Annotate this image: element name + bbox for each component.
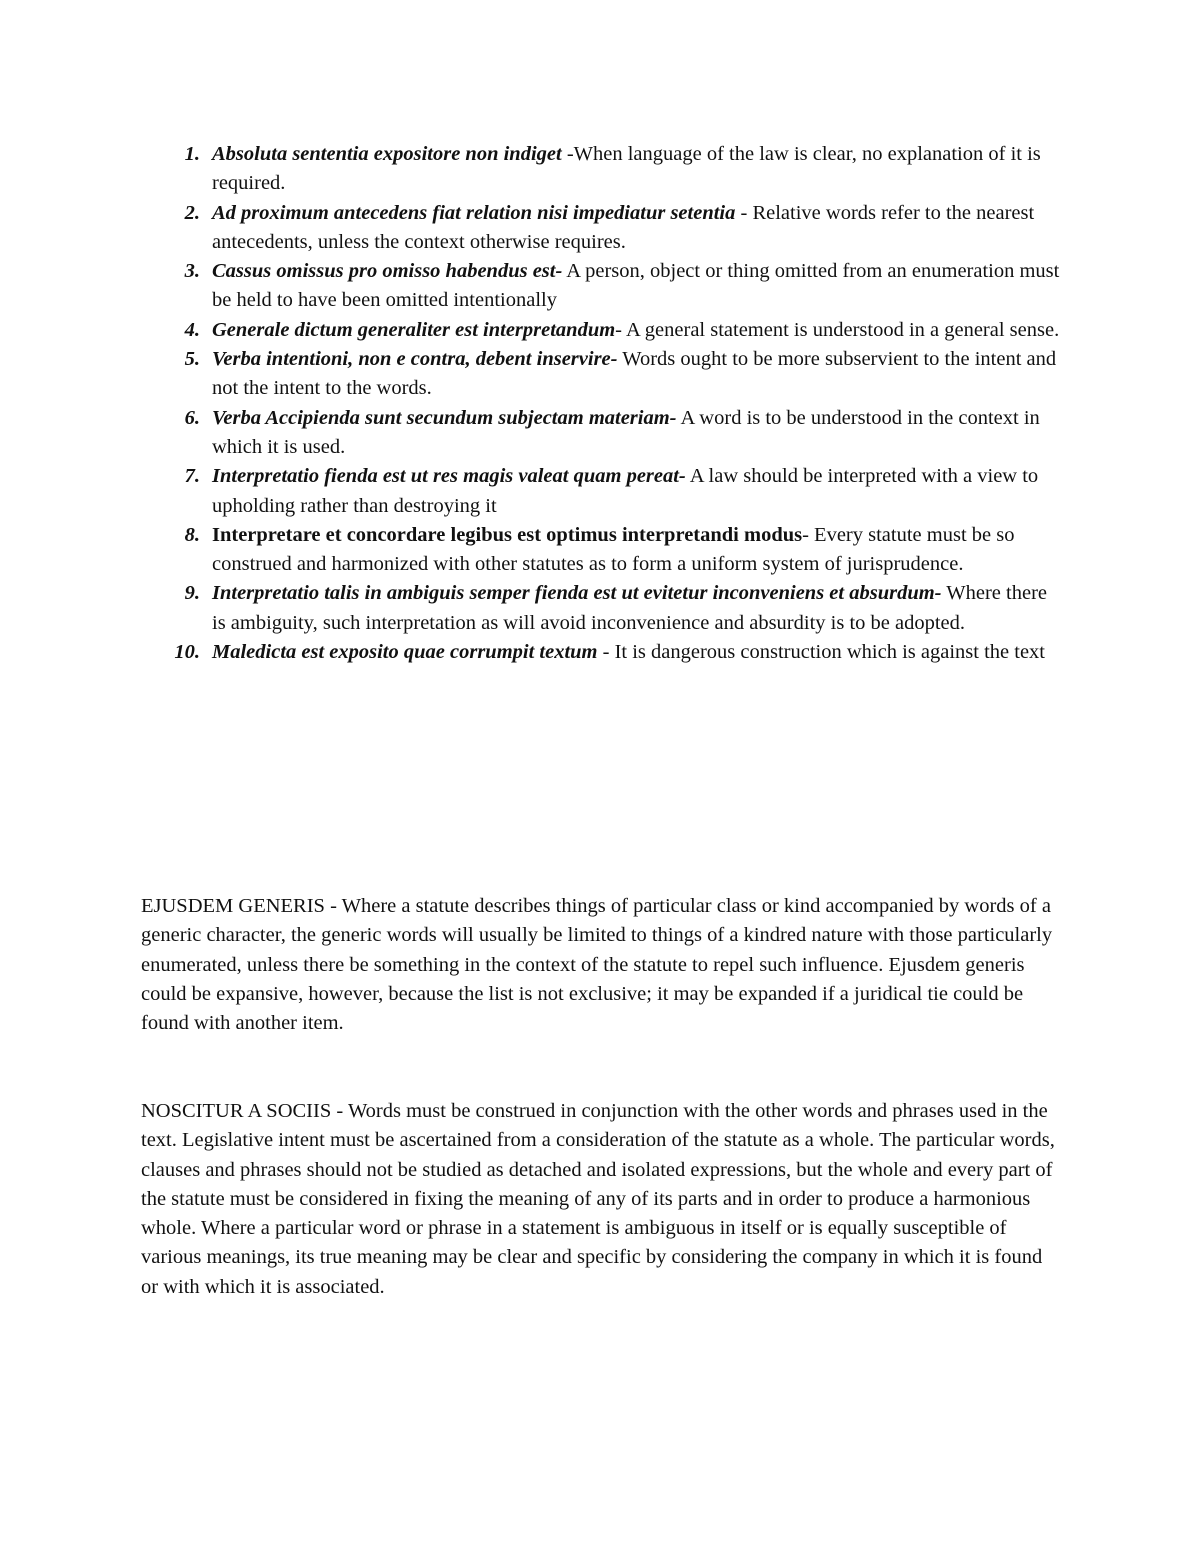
maxim-number: 7.	[184, 465, 200, 488]
maxim-item	[170, 257, 1060, 316]
maxim-definition: -When language of the law is clear, no explanation of it is required.	[212, 143, 1041, 195]
maxim-number: 9.	[184, 582, 200, 605]
maxim-term: Maledicta est exposito quae corrumpit textum	[212, 641, 598, 664]
maxim-item	[170, 140, 1060, 199]
maxim-number: 6.	[184, 406, 200, 429]
maxim-number: 8.	[184, 523, 200, 546]
maxim-term: Interpretatio fienda est ut res magis valeat quam pereat-	[212, 465, 686, 488]
maxim-definition: Where there is ambiguity, such interpretation as will avoid inconvenience and absurdity is to be adopted.	[212, 582, 1047, 634]
maxim-number: 3.	[184, 260, 200, 283]
maxim-term: Generale dictum generaliter est interpretandum	[212, 318, 616, 341]
maxim-item	[170, 404, 1060, 463]
maxim-term: Interpretare et concordare legibus est optimus interpretandi modus	[212, 523, 803, 546]
maxim-definition: - Every statute must be so construed and harmonized with other statutes as to form a uniform system of jurisprudence.	[212, 523, 1015, 576]
maxim-term: Verba Accipienda sunt secundum subjectam materiam-	[212, 406, 677, 429]
maxim-number: 1.	[184, 143, 200, 165]
maxim-definition: - A general statement is understood in a general sense.	[615, 318, 1060, 341]
maxim-term: Cassus omissus pro omisso habendus est-	[212, 260, 563, 283]
maxim-item	[170, 462, 1060, 521]
maxim-item	[170, 345, 1060, 404]
maxim-item	[170, 638, 1060, 667]
maxim-term: Verba intentioni, non e contra, debent inservire-	[212, 348, 618, 371]
maxim-number: 2.	[184, 201, 200, 224]
maxim-definition: A word is to be understood in the context in which it is used.	[212, 406, 1040, 458]
maxim-number: 5.	[184, 348, 200, 371]
ejusdem-generis-paragraph: EJUSDEM GENERIS - Where a statute describes things of particular class or kind accompanied by words of a generic character, the generic words will usually be limited to things of a kindred nature with those particularly enumerated, unless there be something in the context of the statute to repel such influence. Ejusdem generis could be expansive, however, because the list is not exclusive; it may be expanded if a juridical tie could be found with another item.	[141, 895, 1053, 1035]
maxim-definition: A person, object or thing omitted from an enumeration must be held to have been omitted intentionally	[212, 260, 1060, 312]
maxim-item	[170, 316, 1060, 345]
maxims-list	[170, 140, 1060, 667]
maxim-definition: - It is dangerous construction which is against the text	[597, 641, 1046, 664]
maxim-item	[170, 579, 1060, 638]
maxim-definition: - Relative words refer to the nearest antecedents, unless the context otherwise requires.	[212, 201, 1035, 253]
maxim-term: Ad proximum antecedens fiat relation nisi impediatur setentia	[212, 201, 736, 224]
noscitur-a-sociis-paragraph: NOSCITUR A SOCIIS - Words must be construed in conjunction with the other words and phrases used in the text. Legislative intent must be ascertained from a consideration of the statute as a whole. The particular words, clauses and phrases should not be studied as detached and isolated expressions, but the whole and every part of the statute must be considered in fixing the meaning of any of its parts and in order to produce a harmonious whole. Where a particular word or phrase in a statement is ambiguous in itself or is equally susceptible of various meanings, its true meaning may be clear and specific by considering the company in which it is found or with which it is associated.	[141, 1100, 1055, 1298]
maxim-item	[170, 521, 1060, 580]
maxim-term: Absoluta sententia expositore non indiget	[212, 143, 562, 165]
maxim-definition: A law should be interpreted with a view to upholding rather than destroying it	[212, 465, 1039, 517]
maxim-definition: Words ought to be more subservient to the intent and not the intent to the words.	[212, 348, 1057, 400]
maxim-term: Interpretatio talis in ambiguis semper fienda est ut evitetur inconveniens et absurdum-	[212, 582, 942, 605]
maxim-number: 10.	[174, 641, 200, 664]
maxim-number: 4.	[184, 318, 200, 341]
maxim-item	[170, 199, 1060, 258]
